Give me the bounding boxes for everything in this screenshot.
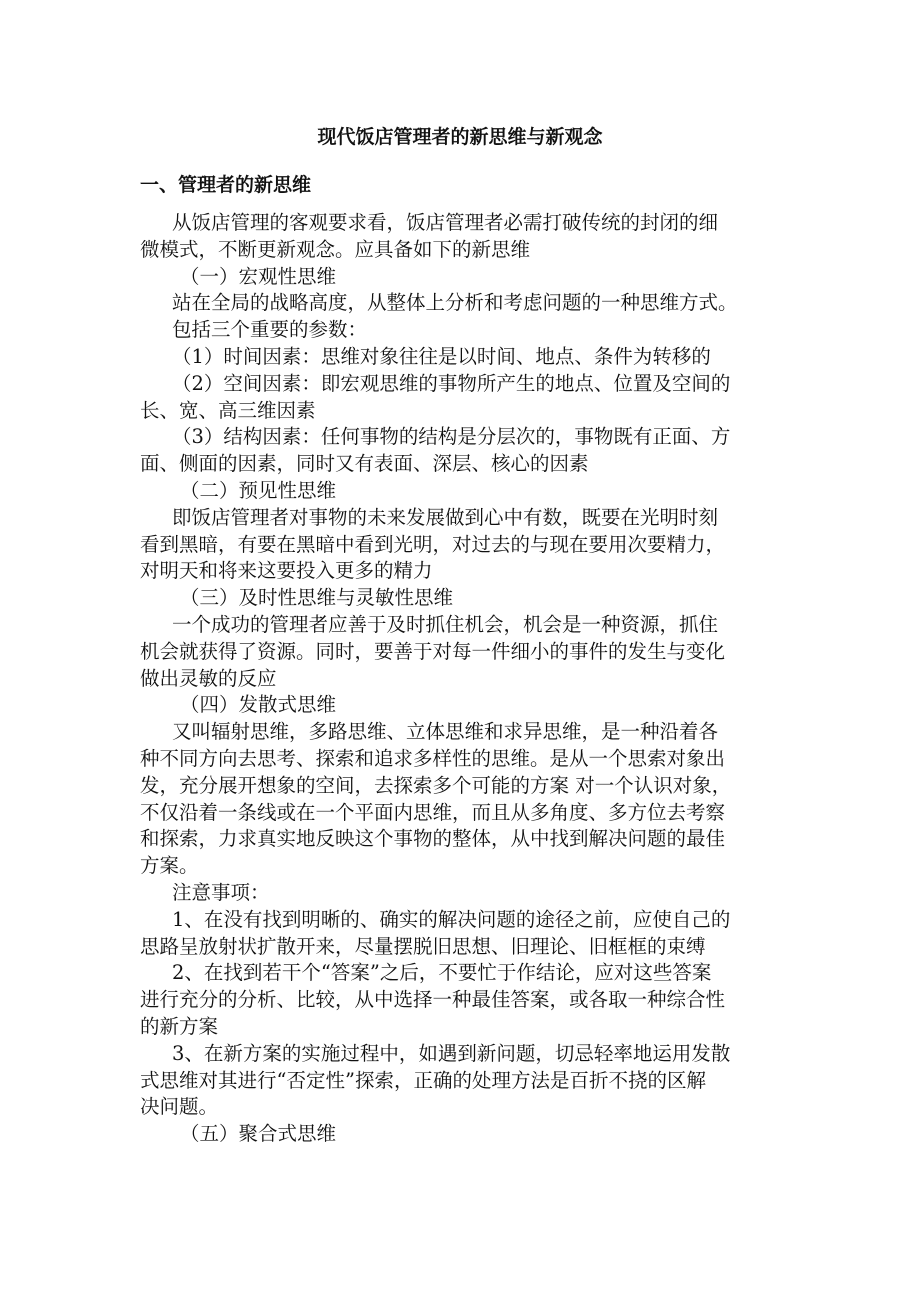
paragraph-line: 机会就获得了资源。同时，要善于对每一件细小的事件的发生与变化 — [140, 639, 726, 663]
paragraph-line: 和探索，力求真实地反映这个事物的整体，从中找到解决问题的最佳 — [140, 827, 726, 851]
paragraph-line: （1）时间因素：思维对象往往是以时间、地点、条件为转移的 — [172, 344, 711, 368]
paragraph-line: （2）空间因素：即宏观思维的事物所产生的地点、位置及空间的 — [172, 371, 731, 395]
paragraph-line: 站在全局的战略高度，从整体上分析和考虑问题的一种思维方式。 — [172, 291, 738, 315]
paragraph-line: 种不同方向去思考、探索和追求多样性的思维。是从一个思索对象出 — [140, 746, 726, 770]
paragraph-line: 长、宽、高三维因素 — [140, 398, 316, 422]
paragraph-line: 方案。 — [140, 854, 199, 878]
subheading-line: （三）及时性思维与灵敏性思维 — [180, 586, 454, 610]
document-title: 现代饭店管理者的新思维与新观念 — [317, 126, 603, 148]
paragraph-line: 一个成功的管理者应善于及时抓住机会，机会是一种资源，抓住 — [172, 612, 719, 636]
paragraph-line: 思路呈放射状扩散开来，尽量摆脱旧思想、旧理论、旧框框的束缚 — [140, 934, 706, 958]
paragraph-line: 3、在新方案的实施过程中，如遇到新问题，切忌轻率地运用发散 — [172, 1041, 731, 1065]
subheading-line: （五）聚合式思维 — [180, 1122, 337, 1146]
subheading-line: （四）发散式思维 — [180, 693, 337, 717]
paragraph-line: 注意事项： — [172, 880, 270, 904]
paragraph-line: 发，充分展开想象的空间，去探索多个可能的方案 对一个认识对象， — [140, 773, 732, 797]
paragraph-line: 即饭店管理者对事物的未来发展做到心中有数，既要在光明时刻 — [172, 505, 719, 529]
paragraph-line: 包括三个重要的参数： — [172, 318, 368, 342]
section-heading: 一、管理者的新思维 — [140, 174, 312, 196]
subheading-line: （二）预见性思维 — [180, 478, 337, 502]
paragraph-line: 的新方案 — [140, 1014, 219, 1038]
paragraph-line: 又叫辐射思维，多路思维、立体思维和求异思维，是一种沿着各 — [172, 720, 719, 744]
paragraph-line: 微模式，不断更新观念。应具备如下的新思维 — [140, 237, 531, 261]
paragraph-line: 决问题。 — [140, 1095, 219, 1119]
document-body — [140, 210, 790, 1148]
paragraph-line: 进行充分的分析、比较，从中选择一种最佳答案，或各取一种综合性 — [140, 988, 726, 1012]
paragraph-line: 2、在找到若干个“答案”之后，不要忙于作结论，应对这些答案 — [172, 961, 712, 985]
subheading-line: （一）宏观性思维 — [180, 264, 337, 288]
paragraph-line: 面、侧面的因素，同时又有表面、深层、核心的因素 — [140, 452, 589, 476]
paragraph-line: 式思维对其进行“否定性”探索，正确的处理方法是百折不挠的区解 — [140, 1068, 706, 1092]
paragraph-line: （3）结构因素：任何事物的结构是分层次的，事物既有正面、方 — [172, 425, 731, 449]
paragraph-line: 不仅沿着一条线或在一个平面内思维，而且从多角度、多方位去考察 — [140, 800, 726, 824]
paragraph-line: 看到黑暗，有要在黑暗中看到光明，对过去的与现在要用次要精力， — [140, 532, 726, 556]
paragraph-line: 1、在没有找到明晰的、确实的解决问题的途径之前，应使自己的 — [172, 907, 731, 931]
paragraph-line: 做出灵敏的反应 — [140, 666, 277, 690]
paragraph-line: 从饭店管理的客观要求看，饭店管理者必需打破传统的封闭的细 — [172, 211, 719, 234]
paragraph-line: 对明天和将来这要投入更多的精力 — [140, 559, 433, 583]
